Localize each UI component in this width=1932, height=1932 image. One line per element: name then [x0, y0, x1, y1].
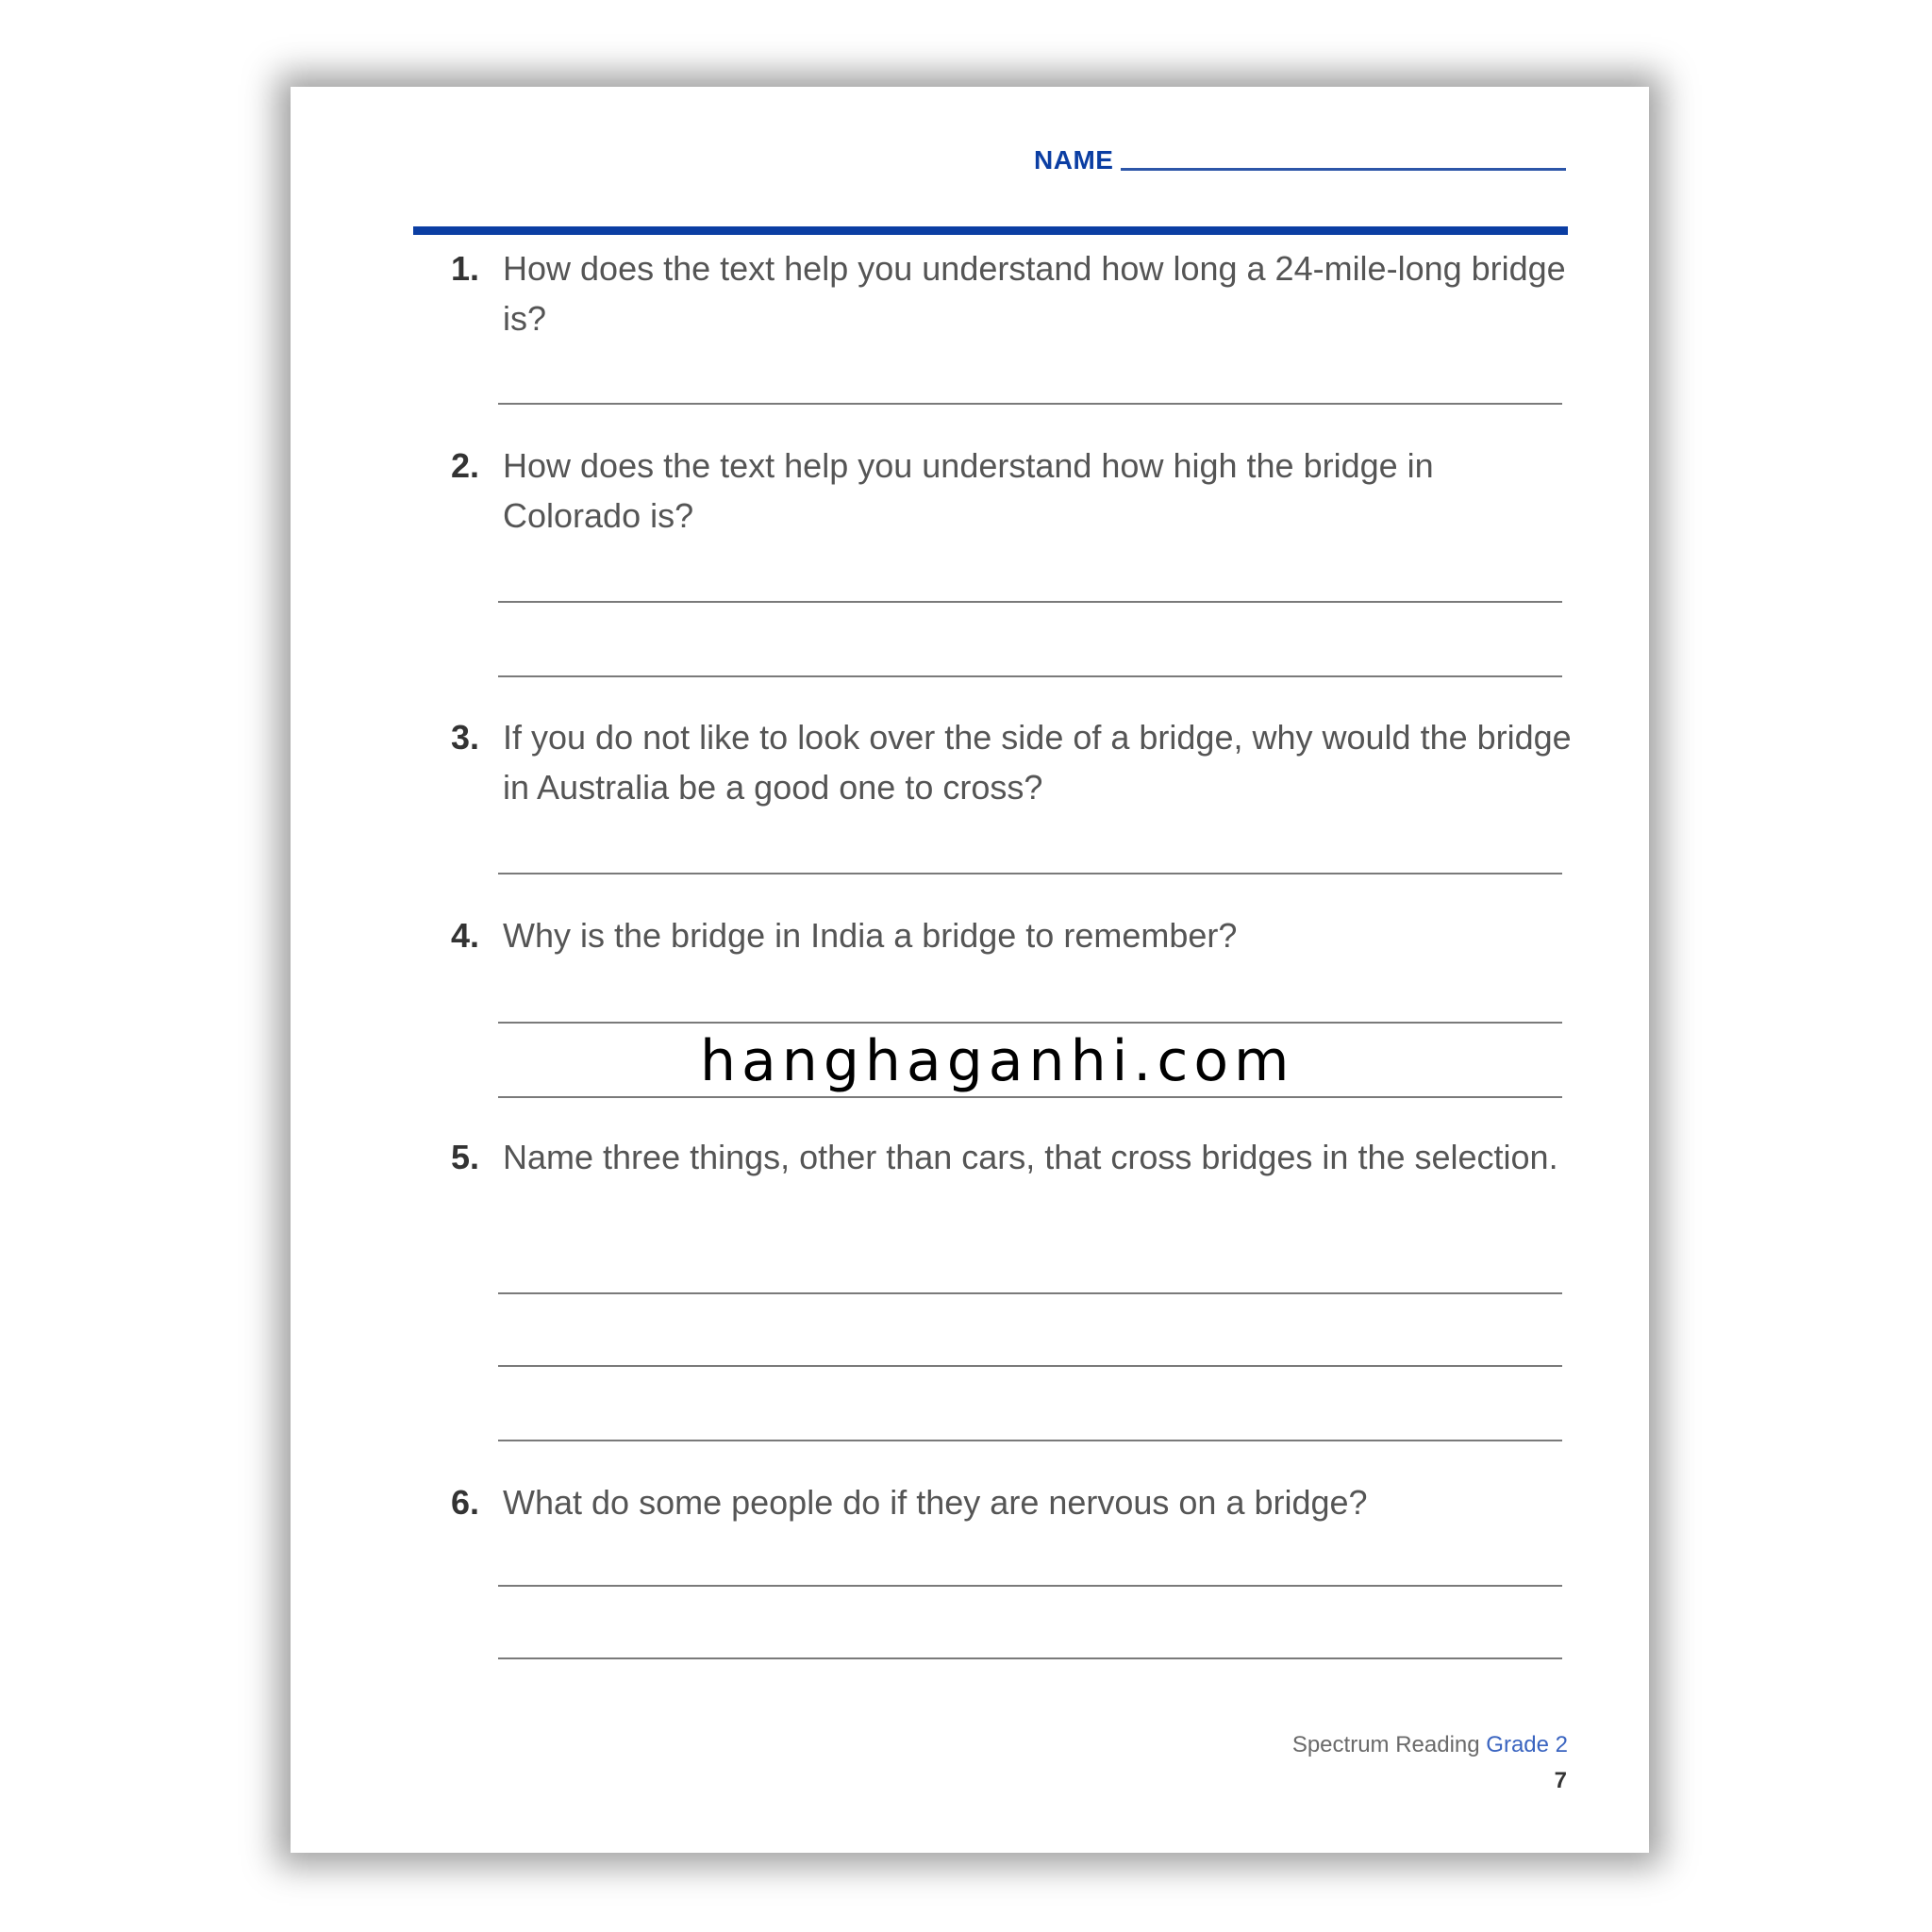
question-number: 5. — [451, 1138, 480, 1176]
header-rule — [413, 226, 1568, 235]
answer-line-q5[interactable] — [498, 1440, 1562, 1441]
answer-line-q6[interactable] — [498, 1585, 1562, 1587]
answer-line-q4[interactable] — [498, 1022, 1562, 1024]
answer-line-q2[interactable] — [498, 675, 1562, 677]
question-number: 2. — [451, 446, 480, 485]
worksheet-page — [291, 87, 1649, 1853]
question-5 — [451, 1132, 1583, 1182]
watermark: hanghaganhi.com — [700, 1028, 1295, 1094]
name-label: NAME — [1034, 145, 1114, 175]
question-number: 1. — [451, 249, 480, 288]
answer-line-q3[interactable] — [498, 873, 1562, 874]
question-text: Name three things, other than cars, that cross bridges in the selection. — [503, 1138, 1558, 1176]
question-6 — [451, 1477, 1583, 1527]
question-text: How does the text help you understand how long a 24-mile-long bridge is? — [503, 249, 1566, 338]
question-text: How does the text help you understand how high the bridge in Colorado is? — [503, 446, 1434, 535]
question-text: Why is the bridge in India a bridge to remember? — [503, 916, 1238, 955]
series-title: Spectrum Reading — [1291, 1732, 1480, 1757]
answer-line-q5[interactable] — [498, 1365, 1562, 1367]
page-number: 7 — [1554, 1768, 1567, 1793]
question-number: 6. — [451, 1483, 480, 1522]
question-number: 4. — [451, 916, 480, 955]
question-number: 3. — [451, 718, 480, 757]
name-field-line[interactable] — [1121, 168, 1566, 171]
answer-line-q4[interactable] — [498, 1096, 1562, 1098]
answer-line-q6[interactable] — [498, 1657, 1562, 1659]
question-3 — [451, 712, 1583, 812]
question-4 — [451, 910, 1583, 960]
footer-series — [1292, 1732, 1568, 1758]
answer-line-q1[interactable] — [498, 403, 1562, 405]
question-text: What do some people do if they are nervous on a bridge? — [503, 1483, 1368, 1522]
question-text: If you do not like to look over the side of a bridge, why would the bridge in Australia be a good one to cross? — [503, 718, 1572, 807]
grade-label: Grade 2 — [1486, 1732, 1568, 1757]
answer-line-q5[interactable] — [498, 1292, 1562, 1294]
answer-line-q2[interactable] — [498, 601, 1562, 603]
question-1 — [451, 243, 1583, 343]
question-2 — [451, 441, 1583, 541]
